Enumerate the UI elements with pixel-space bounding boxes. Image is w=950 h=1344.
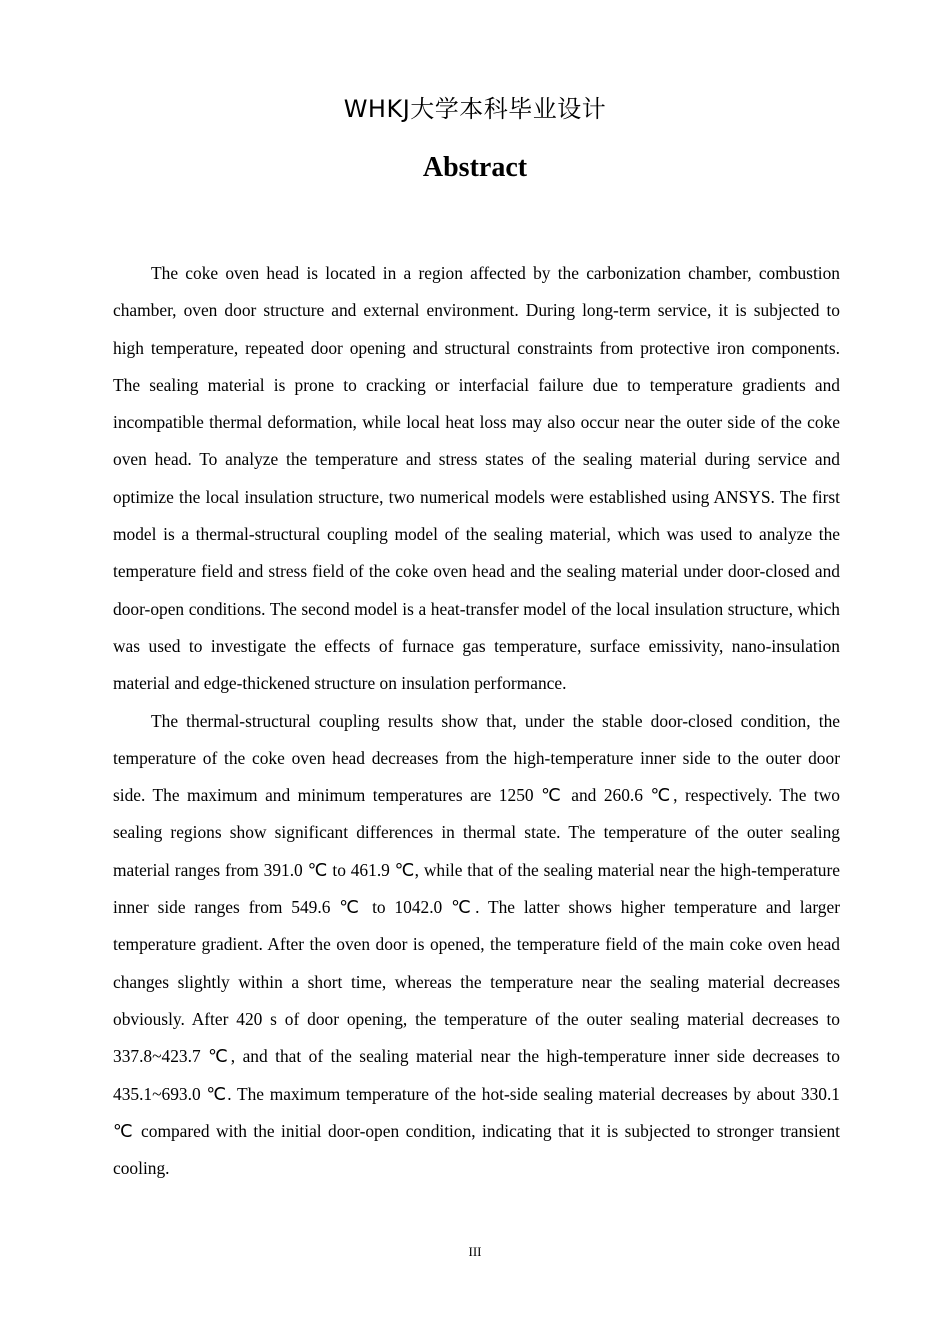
paragraph: The thermal-structural coupling results show that, under the stable door-closed condition, the temperature of the coke oven head decreases from the high-temperature inner side to the outer door side. The maximum and minimum temperatures are 1250 ℃ and 260.6 ℃, respectively. The two sealing regions show significant differences in thermal state. The temperature of the outer sealing material ranges from 391.0 ℃ to 461.9 ℃, while that of the sealing material near the high-temperature inner side ranges from 549.6 ℃ to 1042.0 ℃. The latter shows higher temperature and larger temperature gradient. After the oven door is opened, the temperature field of the main coke oven head changes slightly within a short time, whereas the temperature near the sealing material decreases obviously. After 420 s of door opening, the temperature of the outer sealing material decreases to 337.8~423.7 ℃, and that of the sealing material near the high-temperature inner side decreases to 435.1~693.0 ℃. The maximum temperature of the hot-side sealing material decreases by about 330.1 ℃ compared with the initial door-open condition, indicating that it is subjected to stronger transient cooling. xyxy=(113,710,840,1179)
paragraph: The coke oven head is located in a region affected by the carbonization chamber, combustion chamber, oven door structure and external environment. During long-term service, it is subjected to high temperature, repeated door opening and structural constraints from protective iron components. The sealing material is prone to cracking or interfacial failure due to temperature gradients and incompatible thermal deformation, while local heat loss may also occur near the outer side of the coke oven head. To analyze the temperature and stress states of the sealing material during service and optimize the local insulation structure, two numerical models were established using ANSYS. The first model is a thermal-structural coupling model of the sealing material, which was used to analyze the temperature field and stress field of the coke oven head and the sealing material under door-closed and door-open conditions. The second model is a heat-transfer model of the local insulation structure, which was used to investigate the effects of furnace gas temperature, surface emissivity, nano-insulation material and edge-thickened structure on insulation performance. xyxy=(113,263,840,694)
page-number: III xyxy=(468,1244,482,1259)
running-header: WHKJ大学本科毕业设计 xyxy=(343,95,607,123)
page-title: Abstract xyxy=(422,152,528,183)
abstract-body xyxy=(113,255,840,1187)
